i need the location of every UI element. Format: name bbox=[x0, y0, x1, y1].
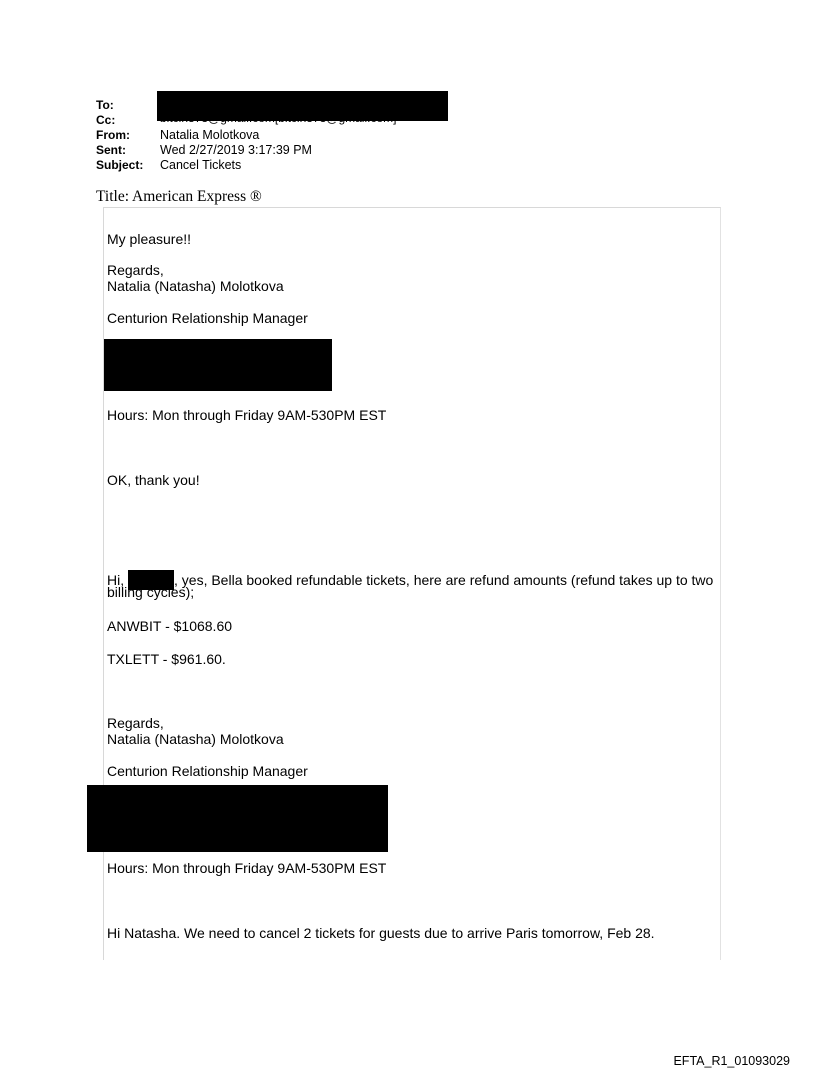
signature-name-2: Natalia (Natasha) Molotkova bbox=[107, 731, 284, 747]
body-refund-intro bbox=[107, 570, 713, 590]
body-regards-1: Regards, bbox=[107, 262, 164, 278]
title-line: Title: American Express ® bbox=[96, 188, 262, 205]
subject-value: Cancel Tickets bbox=[160, 157, 242, 172]
refund-intro-prefix: Hi, bbox=[107, 572, 128, 588]
body-refund-intro-cont: billing cycles); bbox=[107, 584, 195, 600]
body-pleasure: My pleasure!! bbox=[107, 231, 192, 247]
redaction-box-contact-1 bbox=[104, 339, 332, 391]
refund-line-1: ANWBIT - $1068.60 bbox=[107, 618, 233, 634]
hours-1: Hours: Mon through Friday 9AM-530PM EST bbox=[107, 407, 387, 423]
refund-line-2: TXLETT - $961.60. bbox=[107, 651, 226, 667]
from-value: Natalia Molotkova bbox=[160, 127, 260, 142]
sent-label: Sent: bbox=[96, 142, 126, 157]
signature-role-1: Centurion Relationship Manager bbox=[107, 310, 308, 326]
cc-label: Cc: bbox=[96, 112, 116, 127]
refund-intro-suffix: , yes, Bella booked refundable tickets, here are refund amounts (refund takes up to two bbox=[174, 572, 714, 588]
hours-2: Hours: Mon through Friday 9AM-530PM EST bbox=[107, 860, 387, 876]
signature-role-2: Centurion Relationship Manager bbox=[107, 763, 308, 779]
from-label: From: bbox=[96, 127, 130, 142]
subject-label: Subject: bbox=[96, 157, 144, 172]
signature-name-1: Natalia (Natasha) Molotkova bbox=[107, 278, 284, 294]
body-regards-2: Regards, bbox=[107, 715, 164, 731]
body-cancel-request: Hi Natasha. We need to cancel 2 tickets for guests due to arrive Paris tomorrow, Feb 28. bbox=[107, 925, 655, 941]
redaction-box-recipient bbox=[157, 91, 448, 121]
sent-value: Wed 2/27/2019 3:17:39 PM bbox=[160, 142, 312, 157]
redaction-box-contact-2 bbox=[87, 785, 388, 852]
document-id: EFTA_R1_01093029 bbox=[673, 1054, 790, 1068]
to-label: To: bbox=[96, 97, 114, 112]
body-ok-thanks: OK, thank you! bbox=[107, 472, 200, 488]
